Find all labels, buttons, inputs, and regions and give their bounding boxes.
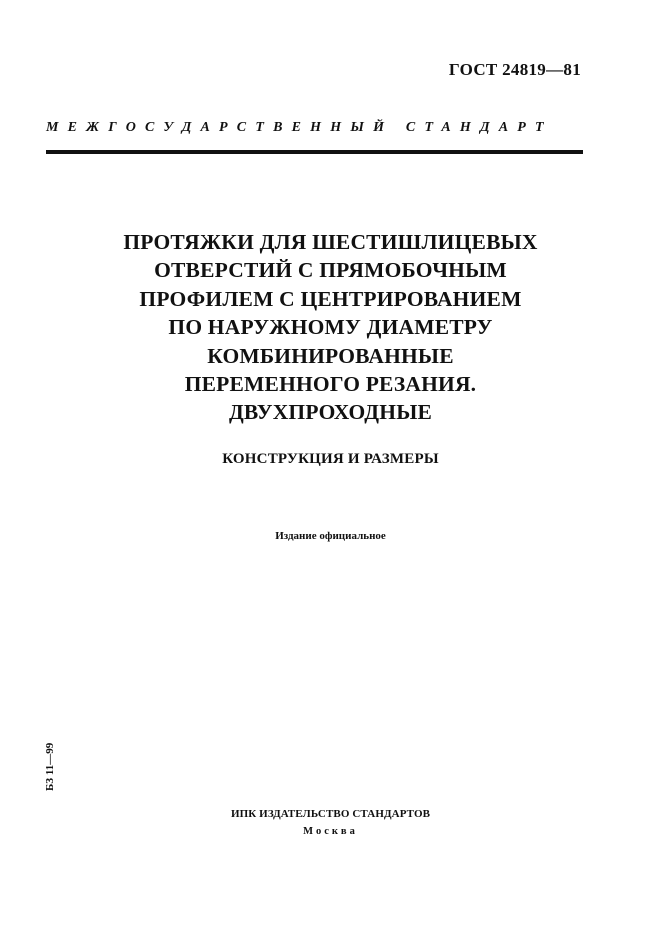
title-line: ОТВЕРСТИЙ С ПРЯМОБОЧНЫМ: [154, 258, 507, 283]
standard-type-heading: МЕЖГОСУДАРСТВЕННЫЙ СТАНДАРТ: [46, 120, 553, 135]
title-line: ПРОТЯЖКИ ДЛЯ ШЕСТИШЛИЦЕВЫХ: [123, 230, 538, 254]
title-line: ПРОФИЛЕМ С ЦЕНТРИРОВАНИЕМ: [139, 286, 522, 311]
side-code: БЗ 11—99: [44, 742, 56, 791]
title-line: ПО НАРУЖНОМУ ДИАМЕТРУ: [168, 315, 493, 340]
title-line: КОМБИНИРОВАННЫЕ: [207, 343, 454, 368]
document-subtitle: КОНСТРУКЦИЯ И РАЗМЕРЫ: [222, 451, 439, 467]
document-title: [40, 228, 621, 427]
edition-note: Издание официальное: [275, 530, 386, 542]
header-rule: [46, 150, 583, 154]
title-line: ДВУХПРОХОДНЫЕ: [228, 400, 433, 425]
gost-number: ГОСТ 24819—81: [448, 60, 581, 79]
publisher-city: Москва: [303, 826, 358, 837]
title-line: ПЕРЕМЕННОГО РЕЗАНИЯ.: [184, 372, 477, 397]
publisher: ИПК ИЗДАТЕЛЬСТВО СТАНДАРТОВ: [230, 808, 431, 820]
